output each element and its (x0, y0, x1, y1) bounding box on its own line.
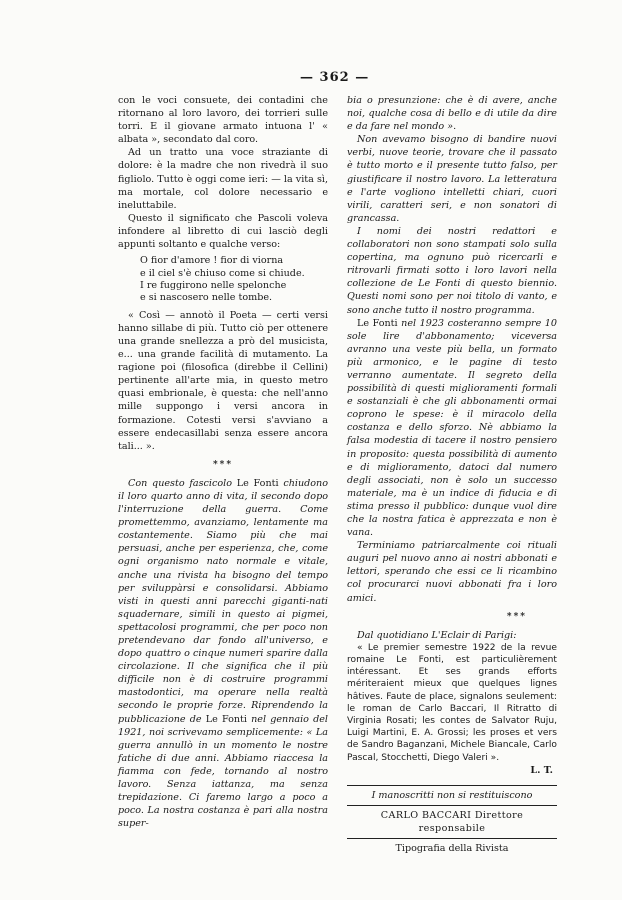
paragraph: Questo il significato che Pascoli voleva infondere al libretto di cui lasciò degli appunti soltanto e qualche verso: (118, 212, 328, 251)
director-line: CARLO BACCARI Direttore responsabile (347, 805, 557, 839)
page-number: — 362 — (300, 70, 370, 85)
editorial-paragraph: Con questo fascicolo Le Fonti chiudono il loro quarto anno di vita, il secondo dopo l'interruzione della guerra. Come promettemmo, avanziamo, lentamente ma costantemente. Siamo più che mai persuasi, anche per esperienza, che, come ogni organismo nato normale e vitale, anche una rivista ha bisogno del tempo per sviluppàrsi e consolidarsi. Abbiamo visti in questi anni parecchi giganti-nati squadernare, simili in questo ai pigmei, spettacolosi programmi, che per poco non pretendevano dar fondo all'universo, e dopo quattro o cinque numeri sparire dalla circolazione. Il che significa che il più difficile non è di costruire programmi mastodontici, ma operare nella realtà secondo le proprie forze. Riprendendo la pubblicazione de Le Fonti nel gennaio del 1921, noi scrivevamo semplicemente: « La guerra annullò in un momento le nostre fatiche di due anni. Abbiamo riaccesa la fiamma con fede, tornando al nostro lavoro. Senza iattanza, ma senza trepidazione. Ci faremo largo a poco a poco. La nostra costanza è pari alla nostra super- (118, 477, 329, 830)
section-separator: *** (212, 459, 234, 470)
editorial-paragraph: I nomi dei nostri redattori e collaboratori non sono stampati solo sulla copertina, ma ognuno può ricercarli e ritrovarli firmati sotto i loro lavori nella collezione de Le Fonti di questo biennio. Questi nomi sono per noi titolo di vanto, e sono anche tutto il nostro programma. (347, 225, 557, 316)
verse-line: e il ciel s'è chiuso come si chiude. (140, 267, 305, 279)
journal-title: Le Fonti (357, 317, 398, 329)
right-column (347, 94, 557, 858)
journal-title: Le Fonti (236, 477, 279, 489)
french-quote: « Le premier semestre 1922 de la revue romaine Le Fonti, est particulièrement intéressant. Et ses grands efforts mériteraient mieux que quelques lignes hâtives. Faute de place, signalons seulement: le roman de Carlo Baccari, Il Ritratto di Virginia Rosati; les contes de Salvator Ruju, Luigi Martini, E. A. Grossi; les proses et vers de Sandro Baganzani, Michele Biancale, Carlo Pascal, Stocchetti, Diego Valeri ». (347, 642, 557, 763)
paragraph: con le voci consuete, dei contadini che ritornano al loro lavoro, dei torrieri sulle torri. E il giovane armato intuona l' « albata », secondato dal coro. (118, 95, 328, 146)
quote-intro: Dal quotidiano L'Eclair di Parigi: (357, 629, 517, 641)
verse-line: I re fuggirono nelle spelonche (140, 279, 287, 291)
paragraph: Ad un tratto una voce straziante di dolore: è la madre che non rivedrà il suo figliolo. Tutto è oggi come ieri: — la vita sì, ma mortale, col dolore necessario e ineluttabile. (118, 147, 328, 211)
quote-signature: L. T. (530, 764, 553, 776)
paragraph: « Così — annotò il Poeta — certi versi hanno sillabe di più. Tutto ciò per ottenere una grande snellezza a prò del musicista, e... una grande facilità di mutamento. La ragione poi (filosofica (direbbe il Cellini) pertinente all'arte mia, in questo metro quasi embrionale, è questa: che nell'anno mille suppongo i versi ancora in formazione. Cotesti versi s'avviano a essere endecasillabi senza essere ancora tali... ». (118, 309, 328, 452)
verse-block (140, 255, 328, 305)
section-separator: *** (506, 611, 527, 622)
journal-title: Le Fonti (205, 713, 247, 725)
footer-notice (347, 785, 557, 858)
verse-line: O fior d'amore ! fior di viorna (140, 255, 284, 267)
verse-line: e si nascosero nelle tombe. (140, 292, 273, 304)
left-column (118, 94, 328, 830)
manuscripts-notice: I manoscritti non si restituiscono (371, 789, 533, 801)
editorial-paragraph: Terminiamo patriarcalmente coi rituali auguri pel nuovo anno ai nostri abbonati e lettori, sperando che essi ce li ricambino col procurarci nuovi abbonati fra i loro amici. (347, 540, 557, 604)
editorial-paragraph: bia o presunzione: che è di avere, anche noi, qualche cosa di bello e di utile da dire e da fare nel mondo ». (347, 95, 557, 133)
editorial-paragraph: Non avevamo bisogno di bandire nuovi verbi, nuove teorie, trovare che il passato è tutto morto e il presente tutto falso, per giustificare il nostro lavoro. La letteratura e l'arte vogliono intelletti chiari, cuori virili, caratteri seri, e non sonatori di grancassa. (347, 134, 557, 224)
editorial-paragraph: Le Fonti nel 1923 costeranno sempre 10 sole lire d'abbonamento; viceversa avranno una veste più bella, un formato più armonico, e le pagine di testo verranno aumentate. Il segreto della possibilità di questi miglioramenti formali e sostanziali è che gli abbonamenti ormai coprono le spese: è il miracolo della costanza e dello sforzo. Nè abbiamo la falsa modestia di tacere il nostro pensiero in proposito: questa possibilità di aumento e di miglioramento, datoci dal numero degli associati, non è solo un successo materiale, ma è un indice di fiducia e di stima presso il pubblico: dunque vuol dire che la nostra fatica è apprezzata e non è vana. (347, 317, 558, 539)
printer-line: Tipografia della Rivista (395, 843, 509, 855)
